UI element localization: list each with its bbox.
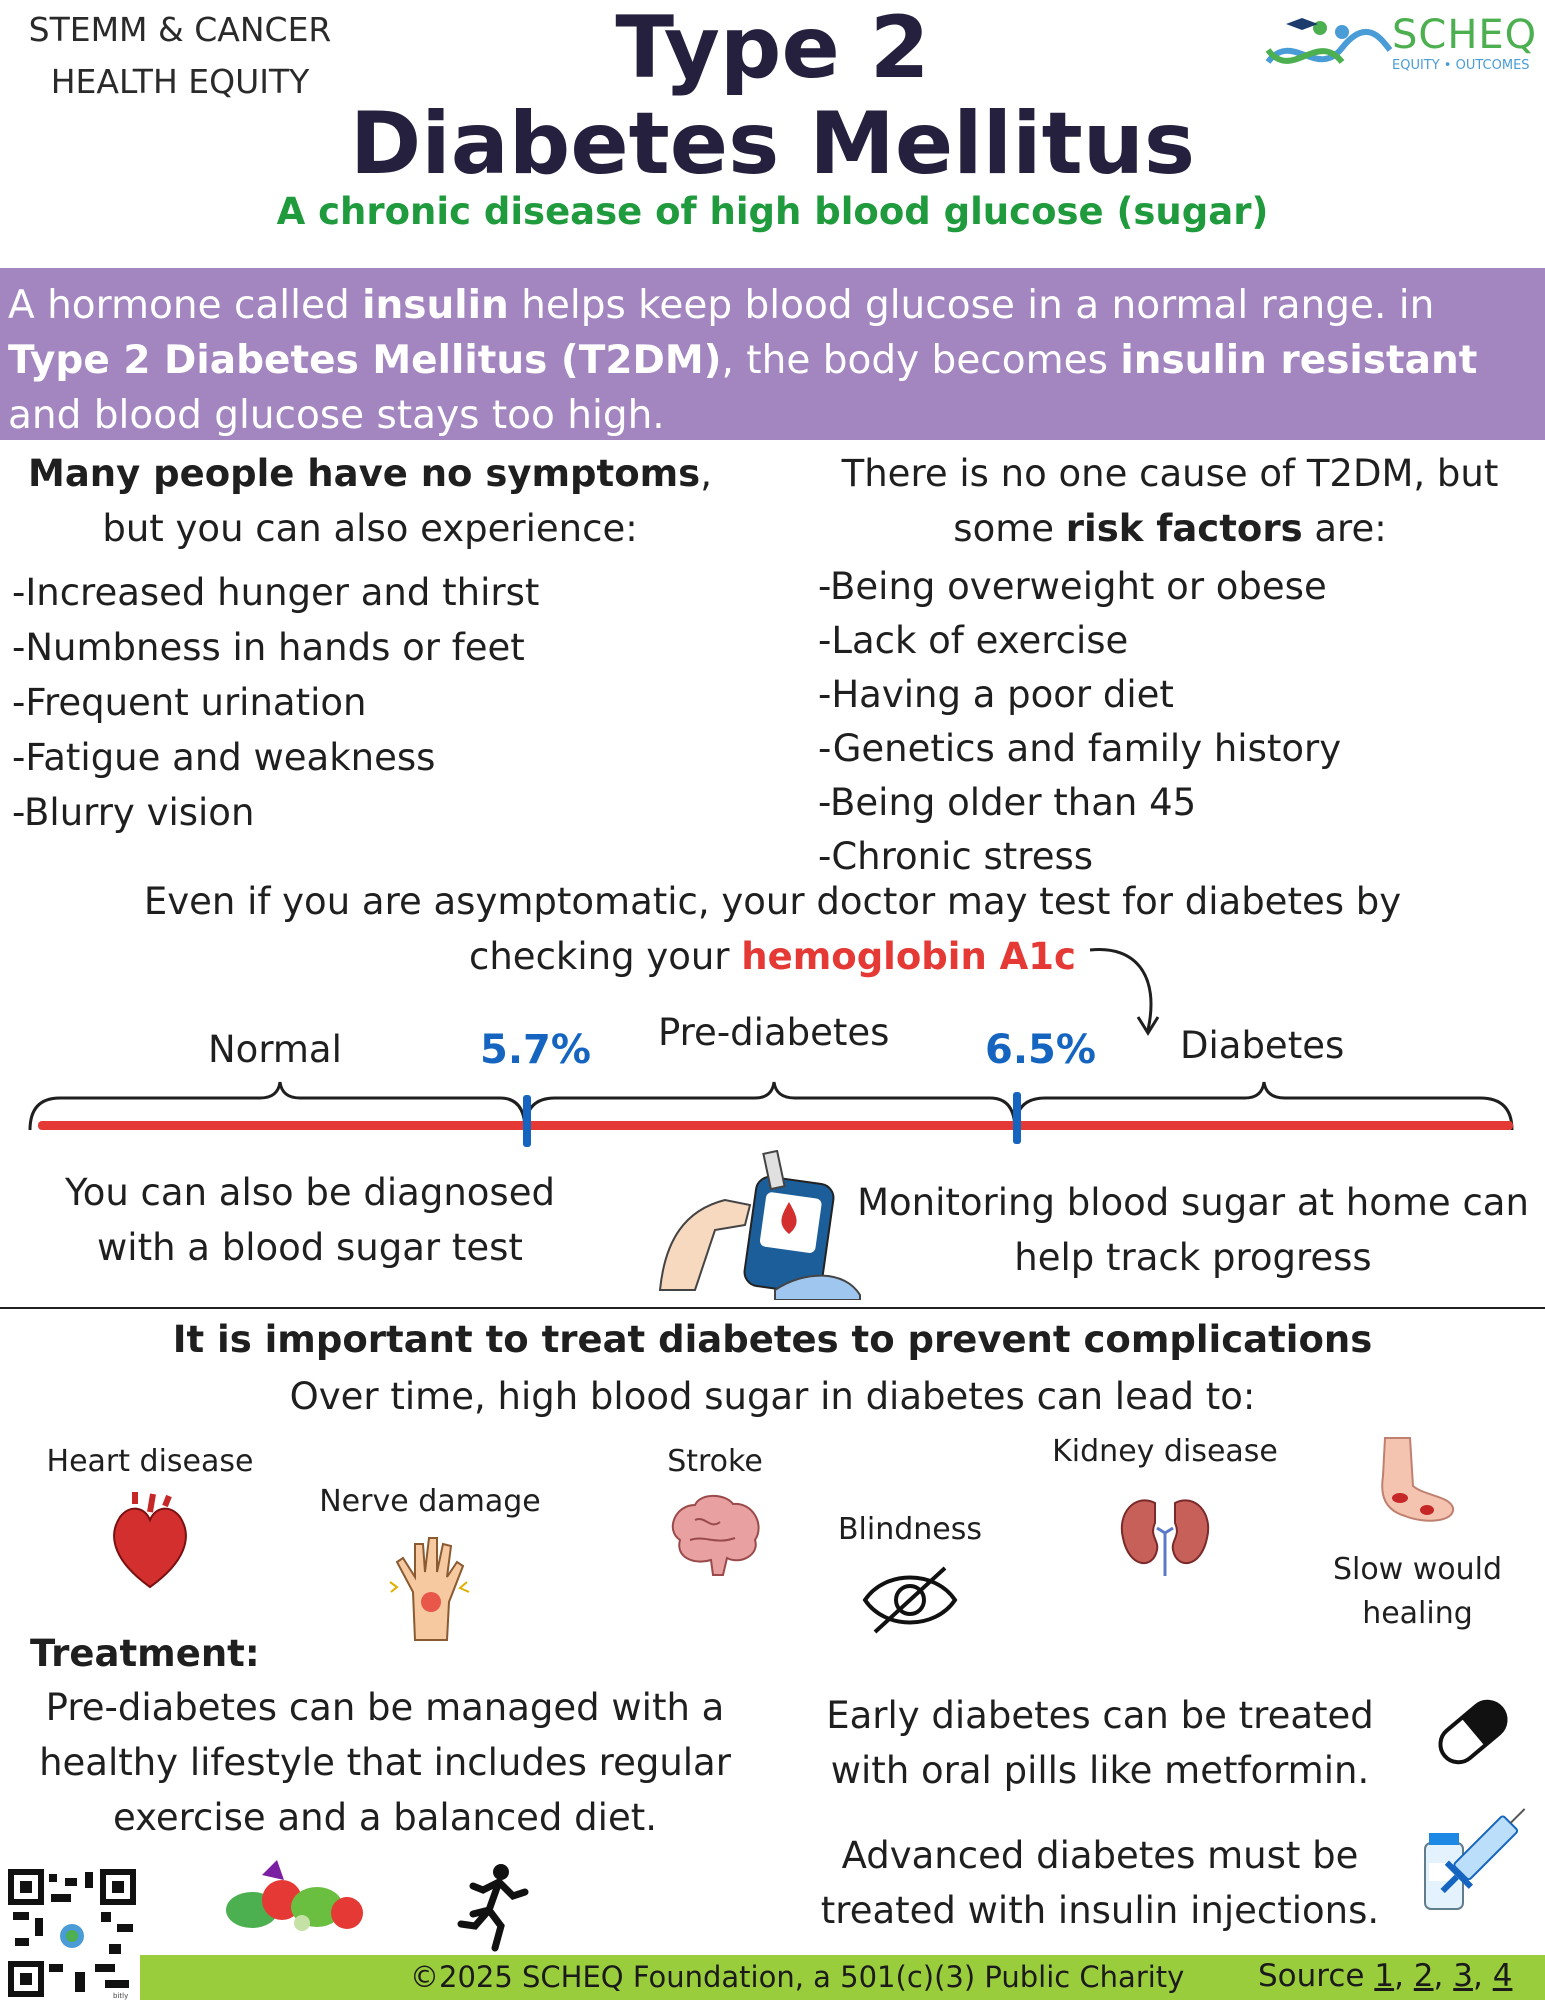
intro-text: , the body becomes [721,338,1121,383]
risk-heading-pre: some [953,507,1066,550]
copyright-text: ©2025 SCHEQ Foundation, a 501(c)(3) Public Charity [410,1960,1185,1994]
org-line-2: HEALTH EQUITY [50,62,310,101]
intro-bold-resistant: insulin resistant [1120,338,1478,383]
complication-heart [20,1440,280,1605]
prediabetes-treatment: Pre-diabetes can be managed with a healthy lifestyle that includes regular exercise and a balanced diet. [39,1686,731,1839]
list-item: -Increased hunger and thirst [12,571,540,614]
intro-bold-insulin: insulin [362,283,509,328]
marker-5-7 [523,1095,531,1147]
kidney-icon [1115,1488,1215,1578]
symptoms-heading [0,446,740,556]
list-item: -Having a poor diet [818,673,1174,716]
risk-heading-bold: risk factors [1065,507,1303,550]
runner-icon [455,1862,535,1952]
logo-name: SCHEQ [1392,12,1538,58]
list-item: -Fatigue and weakness [12,736,436,779]
sources-label: Source [1258,1958,1375,1994]
qr-caption: bitly [113,1992,129,2000]
scale-bar [38,1121,1513,1130]
complication-nerve [300,1480,560,1655]
eye-slash-icon [860,1560,960,1640]
sources: Source 1, 2, 3, 4 [1258,1958,1513,1994]
symptoms-heading-line2: but you can also experience: [102,507,638,550]
advanced-diabetes-treatment: Advanced diabetes must be treated with insulin injections. [820,1834,1380,1932]
glucose-meter-icon [655,1150,865,1300]
source-link-4[interactable]: 4 [1492,1958,1513,1994]
list-item: -Being overweight or obese [818,565,1327,608]
hand-nerve-icon [385,1532,475,1642]
intro-text: A hormone called [8,283,363,328]
a1c-scale [0,1050,1545,1160]
threshold-6-5: 6.5% [985,1027,1096,1073]
intro-bold-t2dm: Type 2 Diabetes Mellitus (T2DM) [8,338,722,383]
title-line-2: Diabetes Mellitus [349,94,1196,194]
source-link-3[interactable]: 3 [1453,1958,1473,1994]
monitor-text: Monitoring blood sugar at home can help track progress [857,1181,1529,1279]
complication-label: Blindness [837,1512,983,1547]
scale-label-diabetes: Diabetes [1180,1024,1345,1067]
list-item: -Chronic stress [818,835,1094,878]
section-divider [0,1307,1545,1309]
heart-icon [105,1492,195,1592]
complication-label: healing [1362,1596,1473,1631]
complication-kidney [1030,1430,1300,1591]
complication-label: Heart disease [46,1444,254,1479]
early-diabetes-treatment: Early diabetes can be treated with oral pills like metformin. [826,1694,1374,1792]
a1c-text [40,874,1505,984]
intro-text: and blood glucose stays too high. [8,393,665,438]
complication-stroke [620,1440,810,1593]
list-item: -Genetics and family history [818,727,1342,770]
threshold-5-7: 5.7% [480,1027,591,1073]
qr-code-icon[interactable] [5,1868,139,2000]
scale-label-normal: Normal [208,1028,342,1071]
intro-text: helps keep blood glucose in a normal range. in [508,283,1435,328]
pill-icon [1428,1692,1518,1772]
source-link-2[interactable]: 2 [1413,1958,1434,1994]
a1c-line2: checking your [469,935,742,978]
complication-blindness [810,1508,1010,1653]
intro-banner [0,268,1545,440]
subtitle: A chronic disease of high blood glucose (sugar) [276,190,1269,233]
complications-intro: Over time, high blood sugar in diabetes can lead to: [289,1375,1256,1418]
list-item: -Frequent urination [12,681,367,724]
page-title [300,0,1245,192]
risk-heading-post: are: [1302,507,1387,550]
insulin-syringe-icon [1420,1785,1545,1925]
complication-label: Stroke [667,1444,763,1479]
a1c-line1: Even if you are asymptomatic, your doctor may test for diabetes by [143,880,1402,923]
complication-wound [1310,1548,1525,1636]
symptoms-heading-comma: , [700,452,712,495]
complications-heading: It is important to treat diabetes to prevent complications [172,1318,1373,1361]
org-line-1: STEMM & CANCER [28,10,332,49]
marker-6-5 [1013,1092,1021,1144]
list-item: -Lack of exercise [818,619,1129,662]
list-item: -Blurry vision [12,791,255,834]
risk-factors-list [818,560,1518,884]
risk-heading-line1: There is no one cause of T2DM, but [841,452,1499,495]
risk-heading [800,446,1540,556]
brain-icon [665,1490,765,1580]
symptoms-list [12,565,712,840]
symptoms-heading-bold: Many people have no symptoms [28,452,701,495]
source-link-1[interactable]: 1 [1374,1958,1395,1994]
complication-label: Kidney disease [1052,1434,1278,1469]
blood-test-text: You can also be diagnosed with a blood sugar test [65,1171,555,1269]
a1c-highlight: hemoglobin A1c [741,935,1076,978]
title-line-1: Type 2 [615,0,930,98]
logo-tagline: EQUITY • OUTCOMES [1392,58,1530,73]
list-item: -Being older than 45 [818,781,1197,824]
scale-label-prediabetes: Pre-diabetes [658,1011,890,1054]
vegetables-icon [222,1855,372,1935]
complication-label: Slow would [1332,1552,1503,1587]
curved-arrow-icon [1080,935,1190,1045]
treatment-heading: Treatment: [30,1632,260,1675]
list-item: -Numbness in hands or feet [12,626,525,669]
complication-label: Nerve damage [319,1484,541,1519]
foot-wound-icon [1365,1436,1455,1536]
